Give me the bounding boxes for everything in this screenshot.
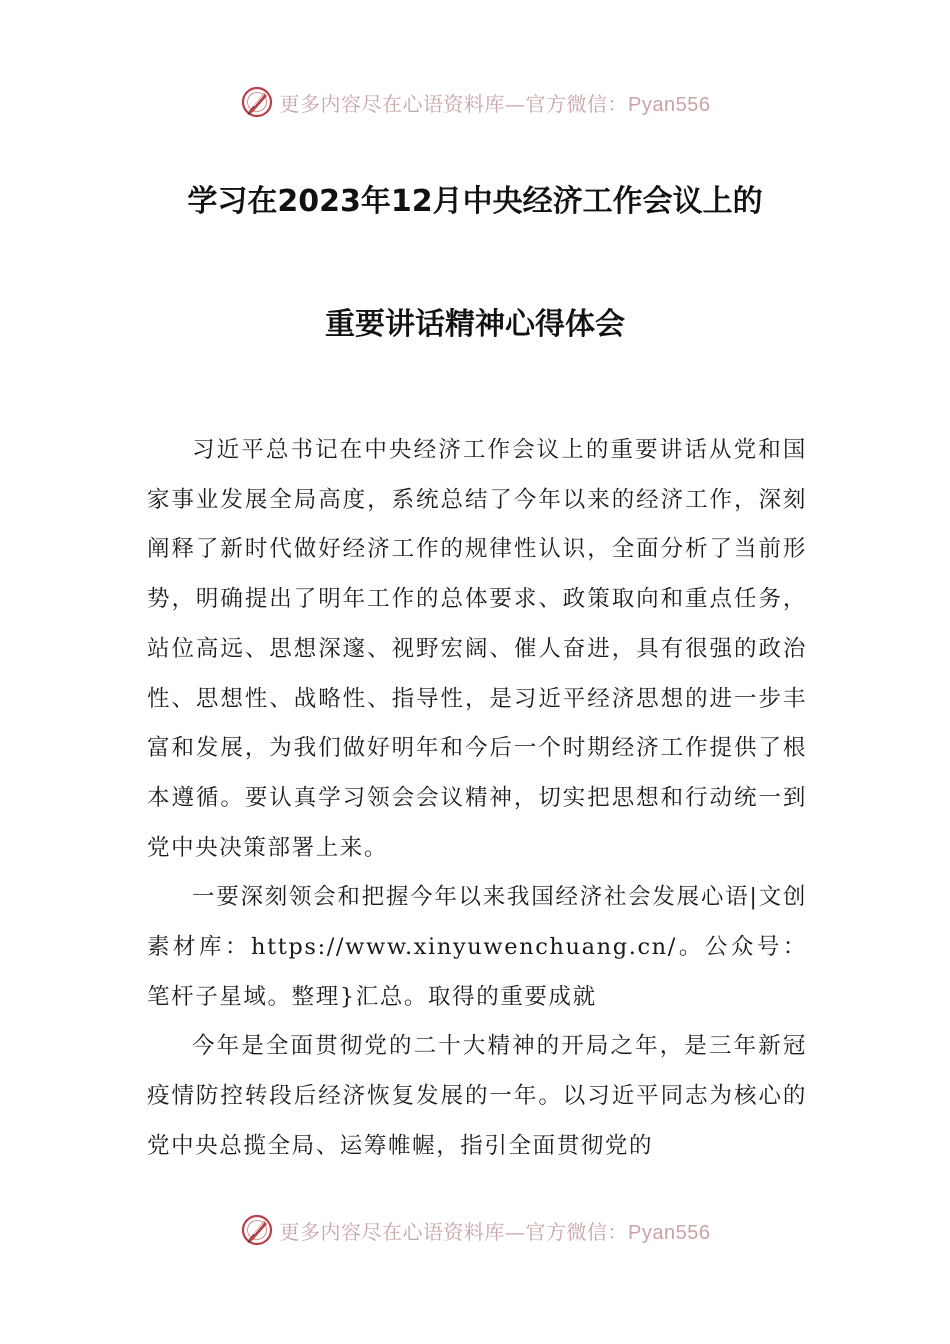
watermark-footer xyxy=(0,1210,950,1250)
watermark-text-cn: 更多内容尽在心语资料库—官方微信： xyxy=(279,91,629,116)
paragraph-point-one: 一要深刻领会和把握今年以来我国经济社会发展心语|文创素材库：https://www.xinyuwenchuang.cn/。公众号：笔杆子星域。整理}汇总。取得的重要成就 xyxy=(147,884,807,1010)
document-title-line-2: 重要讲话精神心得体会 xyxy=(325,307,625,342)
document-title-line-1: 学习在2023年12月中央经济工作会议上的 xyxy=(187,184,763,219)
watermark-text xyxy=(280,88,711,117)
watermark-wechat-id: Pyan556 xyxy=(628,93,711,116)
quill-pen-logo-icon xyxy=(240,1213,274,1247)
quill-pen-logo-icon xyxy=(240,85,274,119)
document-body xyxy=(147,426,807,1172)
watermark-text-cn: 更多内容尽在心语资料库—官方微信： xyxy=(279,1219,629,1244)
watermark-header xyxy=(0,82,950,122)
paragraph-this-year: 今年是全面贯彻党的二十大精神的开局之年，是三年新冠疫情防控转段后经济恢复发展的一年。以习近平同志为核心的党中央总揽全局、运筹帷幄，指引全面贯彻党的 xyxy=(147,1033,807,1159)
watermark-wechat-id: Pyan556 xyxy=(628,1221,711,1244)
watermark-text xyxy=(280,1216,711,1245)
paragraph-intro: 习近平总书记在中央经济工作会议上的重要讲话从党和国家事业发展全局高度，系统总结了今年以来的经济工作，深刻阐释了新时代做好经济工作的规律性认识，全面分析了当前形势，明确提出了明年工作的总体要求、政策取向和重点任务，站位高远、思想深邃、视野宏阔、催人奋进，具有很强的政治性、思想性、战略性、指导性，是习近平经济思想的进一步丰富和发展，为我们做好明年和今后一个时期经济工作提供了根本遵循。要认真学习领会会议精神，切实把思想和行动统一到党中央决策部署上来。 xyxy=(147,437,807,861)
